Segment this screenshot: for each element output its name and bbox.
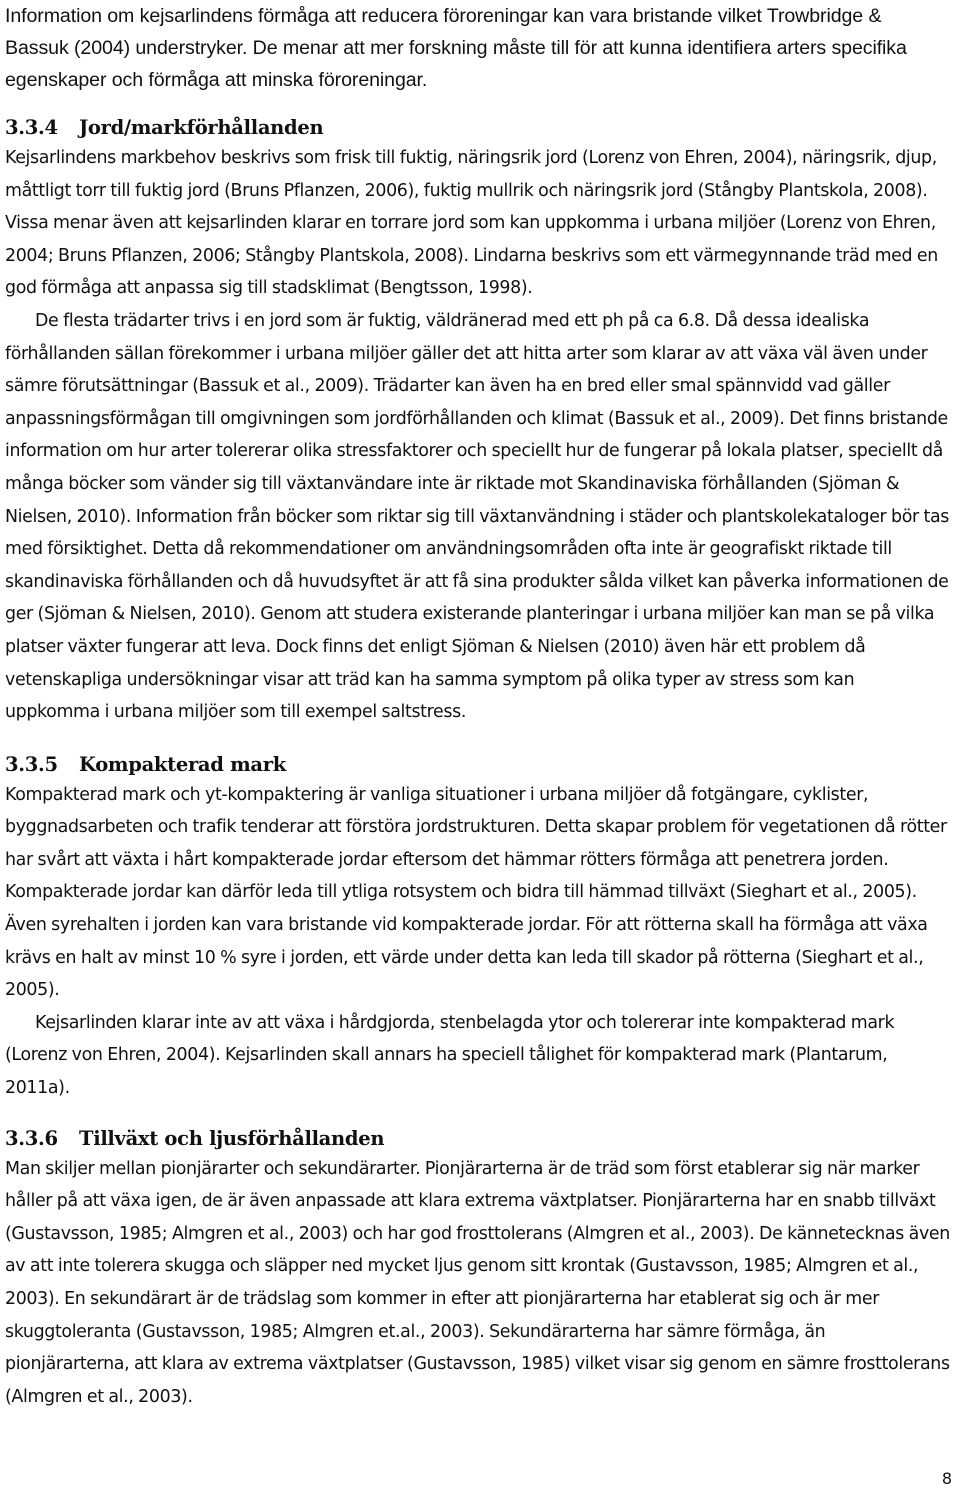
section-heading-3-3-5 (5, 751, 950, 779)
section-title: Kompakterad mark (79, 752, 286, 776)
document-page (5, 0, 950, 1413)
section-number: 3.3.6 (5, 1126, 58, 1150)
page-number: 8 (941, 1469, 952, 1488)
section-heading-3-3-4 (5, 114, 950, 142)
body-paragraph: Kompakterad mark och yt-kompaktering är vanliga situationer i urbana miljöer då fotgängare, cyklister, byggnadsarbeten och trafik tenderar att förstöra jordstrukturen. Detta skapar problem för vegetationen då rötter har svårt att växta i hårt kompakterade jordar eftersom det hämmar rötters förmåga att penetrera jorden. Kompakterade jordar kan därför leda till ytliga rotsystem och bidra till hämmad tillväxt (Sieghart et al., 2005). Även syrehalten i jorden kan vara bristande vid kompakterade jordar. För att rötterna skall ha förmåga att växa krävs en halt av minst 10 % syre i jorden, ett värde under detta kan leda till skador på rötterna (Sieghart et al., 2005). (5, 784, 947, 1001)
section-number: 3.3.4 (5, 116, 58, 139)
body-paragraph: Kejsarlindens markbehov beskrivs som frisk till fuktig, näringsrik jord (Lorenz von Ehren, 2004), näringsrik, djup, måttligt torr till fuktig jord (Bruns Pflanzen, 2006), fuktig mullrik och näringsrik jord (Stångby Plantskola, 2008). Vissa menar även att kejsarlinden klarar en torrare jord som kan uppkomma i urbana miljöer (Lorenz von Ehren, 2004; Bruns Pflanzen, 2006; Stångby Plantskola, 2008). Lindarna beskrivs som ett värmegynnande träd med en god förmåga att anpassa sig till stadsklimat (Bengtsson, 1998). (5, 148, 938, 299)
body-paragraph: De flesta trädarter trivs i en jord som är fuktig, väldränerad med ett ph på ca 6.8. Då dessa idealiska förhållanden sällan förekommer i urbana miljöer gäller det att hitta arter som klarar av att växa väl även under sämre förutsättningar (Bassuk et al., 2009). Trädarter kan även ha en bred eller smal spännvidd vad gäller anpassningsförmågan till omgivningen som jordförhållanden och klimat (Bassuk et al., 2009). Det finns bristande information om hur arter tolererar olika stressfaktorer och speciellt hur de fungerar på lokala platser, speciellt då många böcker som vänder sig till växtanvändare inte är riktade mot Skandinaviska förhållanden (Sjöman & Nielsen, 2010). Information från böcker som riktar sig till växtanvändning i städer och plantskolekataloger bör tas med försiktighet. Detta då rekommendationer om användningsområden ofta inte är geografiskt riktade till skandinaviska förhållanden och då huvudsyftet är att få sina produkter sålda vilket kan påverka informationen de ger (Sjöman & Nielsen, 2010). Genom att studera existerande planteringar i urbana miljöer kan man se på vilka platser växter fungerar att leva. Dock finns det enligt Sjöman & Nielsen (2010) även här ett problem då vetenskapliga undersökningar visar att träd kan ha samma symptom på olika typer av stress som kan uppkomma i urbana miljöer som till exempel saltstress. (5, 310, 949, 723)
section-number: 3.3.5 (5, 752, 58, 776)
section-title: Jord/markförhållanden (79, 116, 324, 139)
intro-paragraph: Information om kejsarlindens förmåga att reducera föroreningar kan vara bristande vilket Trowbridge & Bassuk (2004) understryker. De menar att mer forskning måste till för att kunna identifiera arters specifika egenskaper och förmåga att minska föroreningar. (5, 5, 907, 91)
body-paragraph: Man skiljer mellan pionjärarter och sekundärarter. Pionjärarterna är de träd som först etablerar sig när marker håller på att växa igen, de är även anpassade att klara extrema växtplatser. Pionjärarterna har en snabb tillväxt (Gustavsson, 1985; Almgren et al., 2003) och har god frosttolerans (Almgren et al., 2003). De kännetecknas även av att inte tolerera skugga och släpper ned mycket ljus genom sitt krontak (Gustavsson, 1985; Almgren et al., 2003). En sekundärart är de trädslag som kommer in efter att pionjärarterna har etablerat sig och är mer skuggtoleranta (Gustavsson, 1985; Almgren et.al., 2003). Sekundärarterna har sämre förmåga, än pionjärarterna, att klara av extrema växtplatser (Gustavsson, 1985) vilket visar sig genom en sämre frosttolerans (Almgren et al., 2003). (5, 1158, 950, 1407)
section-title: Tillväxt och ljusförhållanden (79, 1126, 385, 1150)
body-paragraph: Kejsarlinden klarar inte av att växa i hårdgjorda, stenbelagda ytor och tolererar inte kompakterad mark (Lorenz von Ehren, 2004). Kejsarlinden skall annars ha speciell tålighet för kompakterad mark (Plantarum, 2011a). (5, 1012, 895, 1099)
section-heading-3-3-6 (5, 1125, 950, 1153)
